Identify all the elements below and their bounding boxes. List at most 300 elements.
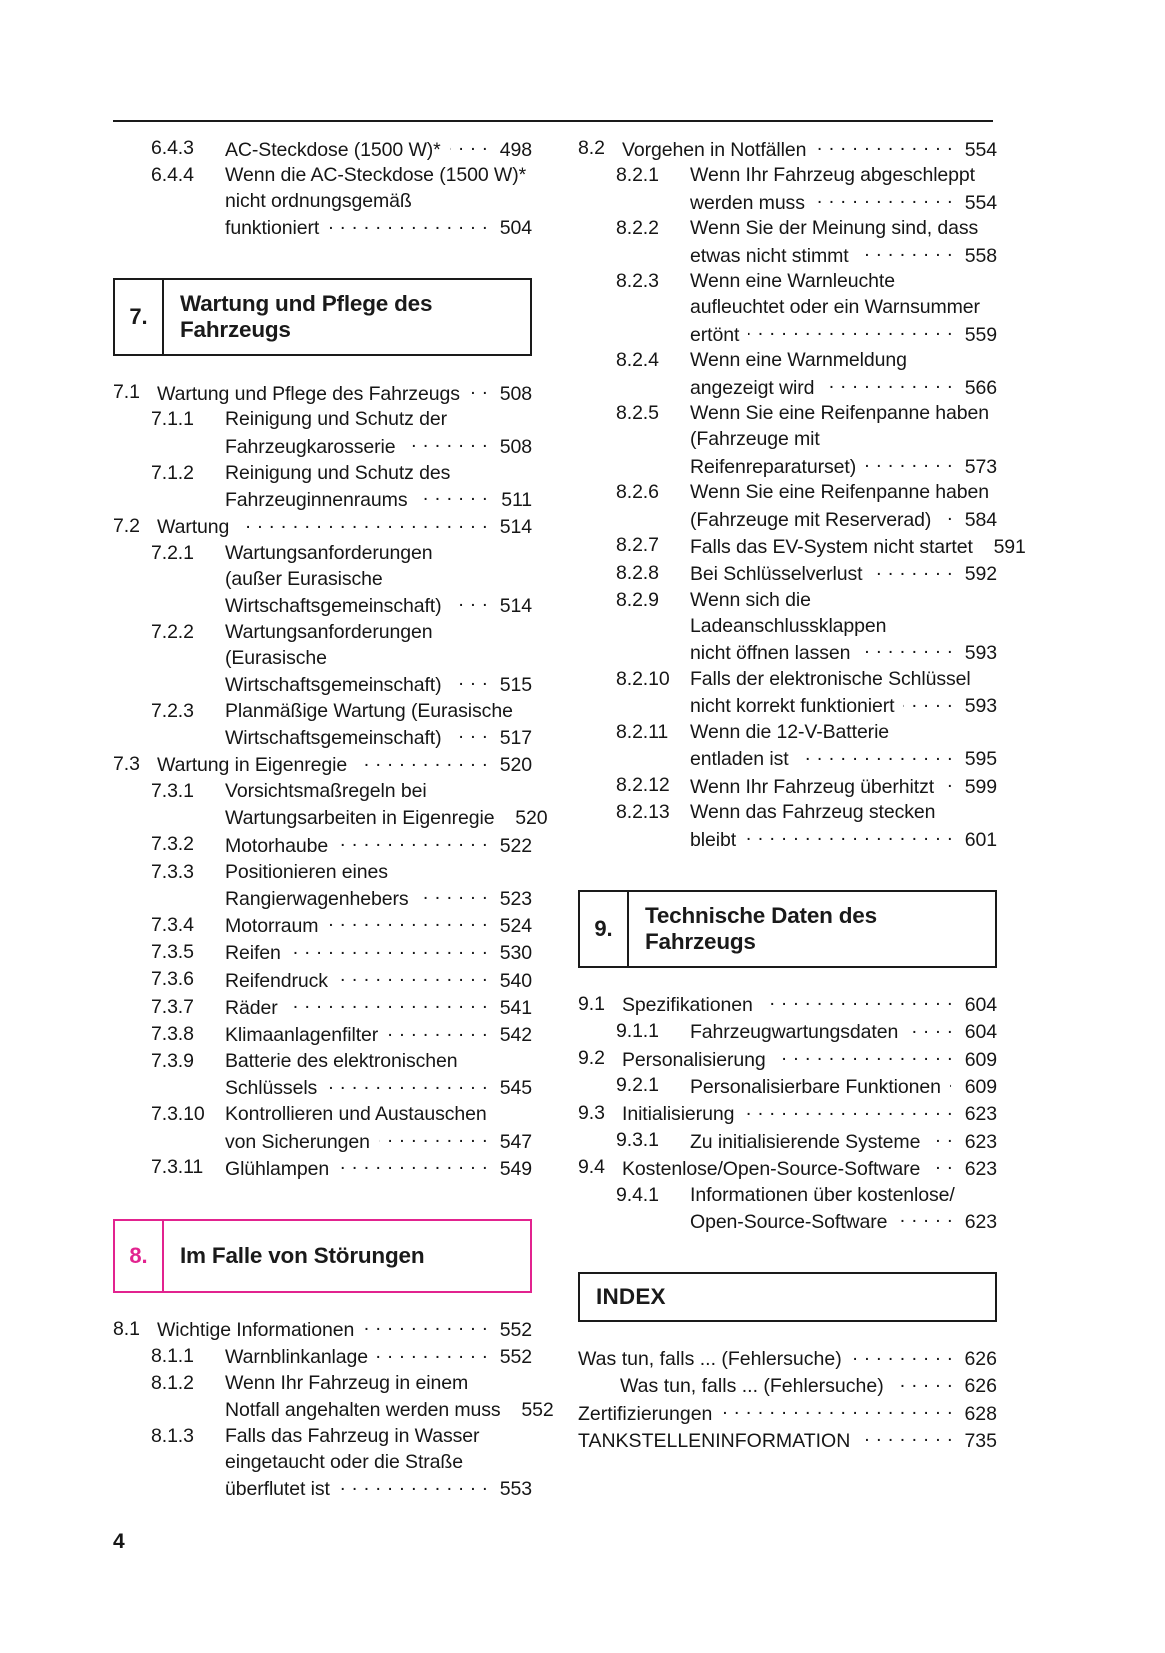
toc-entry-body [225,1155,532,1182]
toc-entry-lastline [690,453,997,480]
toc-entry-number: 7.3.3 [151,860,194,883]
toc-entry[interactable] [578,800,997,853]
dot-leader [903,693,953,713]
toc-entry-number: 7.3.1 [151,780,194,803]
dot-leader [356,752,488,772]
toc-entry-page: 623 [964,1130,997,1153]
toc-entry[interactable] [113,967,532,994]
toc-entry-page: 522 [499,834,532,857]
toc-entry-lastline [225,1155,532,1182]
toc-entry-number: 8.2.4 [616,349,659,372]
toc-entry-number: 7.1.2 [151,461,194,484]
toc-entry-line: nicht ordnungsgemäß [225,190,412,213]
dot-leader [823,374,953,394]
toc-entry[interactable] [113,940,532,967]
toc-entry-page: 541 [499,997,532,1020]
toc-entry-number: 8.2.9 [616,589,659,612]
two-column-layout [113,136,1026,1503]
index-entry-page: 626 [964,1348,997,1371]
toc-entry-body [690,1073,997,1100]
dot-leader [338,1155,488,1175]
toc-entry-body [690,269,997,348]
toc-entry-lastline [157,514,532,541]
toc-entry-body [225,1022,532,1049]
toc-entry-body [157,380,532,407]
toc-entry[interactable] [113,699,532,752]
toc-entry-title: Vorgehen in Notfällen [622,138,807,161]
toc-entry[interactable] [578,773,997,800]
toc-entry[interactable] [113,1424,532,1503]
dot-leader [287,995,488,1015]
toc-entry-lastline [690,189,997,216]
index-entry-title: TANKSTELLENINFORMATION [578,1430,851,1453]
toc-entry[interactable] [578,1073,997,1100]
toc-entry-title: etwas nicht stimmt [690,244,849,267]
toc-entry-line: Falls der elektronische Schlüssel [690,667,971,690]
toc-entry-lastline [225,1075,532,1102]
toc-entry-line: eingetaucht oder die Straße [225,1451,463,1474]
toc-entry-page: 540 [499,969,532,992]
toc-entry-line: Kontrollieren und Austauschen [225,1103,487,1126]
toc-entry-line: aufleuchtet oder ein Warnsummer [690,296,980,319]
dot-leader [450,136,488,156]
toc-entry[interactable] [578,163,997,216]
toc-entry-lastline [225,1128,532,1155]
toc-entry-line: Informationen über kostenlose/ [690,1183,955,1206]
toc-entry-body [225,461,532,514]
toc-entry-body [225,1371,554,1424]
toc-entry[interactable] [578,348,997,401]
dot-leader [858,242,953,262]
toc-entry-line: Reinigung und Schutz der [225,408,448,431]
dot-leader [339,1476,488,1496]
toc-entry[interactable] [113,1317,532,1344]
toc-entry-line: Falls das Fahrzeug in Wasser [225,1425,480,1448]
dot-leader [748,321,953,341]
toc-entry-number: 7.1.1 [151,408,194,431]
dot-leader [893,1373,953,1393]
toc-entry[interactable] [113,1344,532,1371]
toc-entry[interactable] [113,136,532,163]
dot-leader [379,1128,488,1148]
toc-entry-body [225,940,532,967]
toc-entry-title: Wenn Ihr Fahrzeug überhitzt [690,775,935,798]
toc-entry-lastline [690,1073,997,1100]
toc-entry-number: 8.1.1 [151,1344,194,1367]
dot-leader [929,1155,953,1175]
toc-entry-line: Wenn Sie eine Reifenpanne haben [690,402,990,425]
page-folio: 4 [113,1530,125,1553]
toc-entry-body [225,1102,532,1155]
spacer [113,1293,532,1317]
dot-leader [907,1019,953,1039]
toc-entry[interactable] [578,1101,997,1128]
toc-entry-lastline [225,593,532,620]
index-entries [578,1346,997,1455]
toc-entry[interactable] [113,1371,554,1424]
toc-entry-line: Wenn die AC-Steckdose (1500 W)* [225,164,527,187]
toc-entry-body [690,588,997,667]
toc-entry-body [622,1155,997,1182]
toc-entry-page: 591 [993,535,1026,558]
spacer [578,1322,997,1346]
toc-entry-title: (Fahrzeuge mit Reserverad) [690,508,932,531]
toc-entry[interactable] [578,561,997,588]
toc-entry-lastline [690,533,1026,560]
toc-entry[interactable] [578,401,997,480]
dot-leader [859,1428,953,1448]
toc-entry-body [622,136,997,163]
toc-entry-page: 498 [499,138,532,161]
toc-entry-body [157,1317,532,1344]
toc-entry-page: 609 [964,1048,997,1071]
dot-leader [327,913,488,933]
toc-entry-body [690,348,997,401]
dot-leader [337,832,488,852]
toc-entry[interactable] [578,1183,997,1236]
toc-entry-title: Bei Schlüsselverlust [690,563,863,586]
toc-entry-line: Wenn eine Warnmeldung [690,349,907,372]
toc-entry[interactable] [578,588,997,667]
toc-entry[interactable] [578,1155,997,1182]
toc-entry-number: 7.3.6 [151,968,194,991]
toc-entry-lastline [690,640,997,667]
toc-entry-title: überflutet ist [225,1478,330,1501]
toc-entry-number: 9.2.1 [616,1074,659,1097]
toc-entry-number: 8.2.6 [616,481,659,504]
chapter-title-9: Technische Daten des Fahrzeugs [645,902,877,954]
toc-entry-line: Wenn eine Warnleuchte [690,270,895,293]
chapter-box-7[interactable] [113,278,532,356]
toc-entry-number: 7.3.7 [151,995,194,1018]
chapter-box-9[interactable] [578,890,997,968]
toc-entry-number: 8.2.3 [616,270,659,293]
toc-entry-line: Wenn die 12-V-Batterie [690,721,890,744]
index-entry-title: Was tun, falls ... (Fehlersuche) [578,1348,842,1371]
toc-entry-title: Open-Source-Software [690,1210,888,1233]
toc-entry[interactable] [578,533,1026,560]
dot-leader [238,514,488,534]
toc-entry-line: Wenn das Fahrzeug stecken [690,801,936,824]
toc-entry-number: 8.1.2 [151,1372,194,1395]
dot-leader [377,1344,488,1364]
toc-group-9 [578,992,997,1236]
toc-entry-lastline [690,1208,997,1235]
toc-entry-title: Wichtige Informationen [157,1319,355,1342]
toc-entry[interactable] [578,269,997,348]
index-title: INDEX [596,1283,666,1309]
toc-entry-body [690,720,997,773]
toc-entry[interactable] [113,407,532,460]
index-entry-title: Was tun, falls ... (Fehlersuche) [620,1375,884,1398]
toc-entry-number: 7.3.10 [151,1103,205,1126]
toc-entry[interactable] [578,1019,997,1046]
toc-entry-page: 514 [499,516,532,539]
index-entry[interactable] [578,1428,997,1455]
toc-entry-line: Positionieren eines [225,860,388,883]
toc-entry[interactable] [113,913,532,940]
toc-entry[interactable] [113,1022,532,1049]
toc-entry-lastline [690,506,997,533]
toc-entry-page: 554 [964,138,997,161]
toc-entry[interactable] [578,1128,997,1155]
toc-entry-title: Rangierwagenhebers [225,887,409,910]
toc-entry-body [690,800,997,853]
toc-entry-lastline [690,242,997,269]
toc-entry-line: Wenn sich die Ladeanschlussklappen [690,589,887,637]
toc-entry-number: 8.2.13 [616,801,670,824]
toc-entry-number: 6.4.3 [151,137,194,159]
toc-entry-number: 6.4.4 [151,164,194,187]
toc-entry-page: 508 [499,382,532,405]
chapter-number-8: 8. [115,1221,164,1291]
toc-entry[interactable] [578,992,997,1019]
toc-entry-number: 8.2 [578,137,605,159]
toc-entry-title: Falls das EV-System nicht startet [690,535,973,558]
toc-entry-lastline [225,486,532,513]
toc-entry-title: Räder [225,997,278,1020]
dot-leader [943,773,953,793]
toc-entry-title: Spezifikationen [622,994,753,1017]
toc-entry-number: 8.2.12 [616,774,670,797]
toc-entry-title: Wartungsarbeiten in Eigenregie [225,807,495,830]
toc-entry-lastline [225,1397,554,1424]
index-box[interactable] [578,1272,997,1322]
spacer [113,242,532,278]
toc-entry-number: 7.3.4 [151,913,194,936]
toc-entry-number: 8.2.2 [616,217,659,240]
toc-entry-lastline [690,826,997,853]
toc-entry[interactable] [113,832,532,859]
toc-entry-title: werden muss [690,191,805,214]
toc-entry-title: Wartung in Eigenregie [157,754,348,777]
toc-entry[interactable] [113,163,532,242]
toc-entry[interactable] [113,461,532,514]
index-entry-page: 628 [964,1402,997,1425]
spacer [113,1183,532,1219]
toc-entry-number: 9.2 [578,1047,605,1070]
toc-group-7 [113,380,548,1182]
dot-leader [950,1073,953,1093]
toc-entry-lastline [225,995,532,1022]
index-entry-page: 626 [964,1375,997,1398]
toc-entry-body [690,401,997,480]
toc-entry-title: Reifenreparaturset) [690,455,857,478]
toc-entry-line: (außer Eurasische [225,567,383,590]
toc-entry-page: 584 [964,508,997,531]
toc-entry-title: angezeigt wird [690,376,815,399]
toc-entry[interactable] [113,1049,532,1102]
toc-entry-number: 9.4 [578,1156,605,1179]
toc-entry-body [225,913,532,940]
toc-entry-page: 604 [964,1021,997,1044]
toc-entry-title: Zu initialisierende Systeme [690,1130,921,1153]
toc-entry[interactable] [578,720,997,773]
chapter-box-8[interactable] [113,1219,532,1293]
dot-leader [451,593,489,613]
toc-entry-title: Reifendruck [225,969,328,992]
toc-entry-page: 524 [499,915,532,938]
toc-entry-body [690,163,997,216]
toc-entry-page: 549 [499,1157,532,1180]
toc-entry-number: 7.2.3 [151,699,194,722]
toc-entry-lastline [690,746,997,773]
toc-entry-title: Fahrzeugwartungsdaten [690,1021,899,1044]
toc-entry-page: 595 [964,748,997,771]
spacer [578,854,997,890]
toc-entry[interactable] [113,995,532,1022]
toc-entry[interactable] [113,1155,532,1182]
toc-entry-number: 8.2.10 [616,667,670,690]
toc-entry-number: 8.2.11 [616,721,669,744]
left-column [113,136,554,1503]
chapter-title-7: Wartung und Pflege des Fahrzeugs [180,291,433,343]
index-entry-page: 735 [964,1430,997,1453]
toc-group-6 [113,136,532,242]
toc-entry-line: (Eurasische [225,646,327,669]
toc-entry-lastline [157,380,532,407]
toc-entry-page: 609 [964,1075,997,1098]
toc-entry-title: Initialisierung [622,1103,735,1126]
toc-entry-line: Wenn Ihr Fahrzeug abgeschleppt [690,164,975,187]
toc-entry-line: Vorsichtsmaßregeln bei [225,780,427,803]
dot-leader [326,1075,488,1095]
toc-entry-body [225,541,532,620]
toc-entry-page: 508 [499,435,532,458]
toc-entry-lastline [690,561,997,588]
toc-entry-lastline [225,671,532,698]
toc-entry[interactable] [578,216,997,269]
toc-entry-page: 523 [499,887,532,910]
toc-entry-title: Notfall angehalten werden muss [225,1399,501,1422]
toc-entry-body [690,561,997,588]
dot-leader [418,885,488,905]
toc-entry-body [225,1344,532,1371]
toc-entry-page: 593 [964,695,997,718]
toc-entry-number: 9.3.1 [616,1129,659,1151]
toc-entry-title: AC-Steckdose (1500 W)* [225,138,441,161]
index-entry[interactable] [578,1400,997,1427]
toc-entry-body [690,1128,997,1155]
toc-entry[interactable] [113,860,532,913]
toc-entry-lastline [225,433,532,460]
toc-entry-title: Kostenlose/Open-Source-Software [622,1157,921,1180]
dot-leader [451,671,489,691]
toc-entry-page: 558 [964,244,997,267]
toc-entry-lastline [225,1022,532,1049]
toc-entry-lastline [622,1155,997,1182]
toc-entry-lastline [690,773,997,800]
toc-entry-line: Planmäßige Wartung (Eurasische [225,699,513,722]
toc-entry[interactable] [578,136,997,163]
toc-entry[interactable] [578,1046,997,1073]
toc-entry-number: 7.2 [113,514,140,537]
toc-entry[interactable] [113,541,532,620]
toc-entry-page: 593 [964,642,997,665]
toc-entry-line: Wenn Ihr Fahrzeug in einem [225,1372,469,1395]
toc-entry-lastline [225,1344,532,1371]
toc-entry-body [690,533,1026,560]
toc-entry-title: Reifen [225,942,281,965]
toc-entry-title: Wirtschaftsgemeinschaft) [225,673,442,696]
right-column [578,136,1026,1503]
toc-entry-number: 7.2.1 [151,541,194,564]
toc-entry-number: 8.1.3 [151,1425,194,1448]
toc-entry-lastline [225,725,532,752]
toc-entry-title: Personalisierung [622,1048,766,1071]
toc-entry-body [690,667,997,720]
toc-entry-lastline [157,752,532,779]
toc-entry-body [690,480,997,533]
toc-entry-lastline [225,1476,532,1503]
toc-entry-number: 8.2.8 [616,561,659,584]
toc-entry-title: ertönt [690,323,740,346]
toc-entry-number: 7.3.2 [151,833,194,856]
dot-leader [929,1128,953,1148]
dot-leader [872,561,954,581]
dot-leader [451,725,489,745]
toc-entry-lastline [622,1046,997,1073]
toc-entry[interactable] [113,380,532,407]
toc-entry[interactable] [113,514,532,541]
toc-entry-title: Wartung [157,516,230,539]
toc-entry-page: 623 [964,1103,997,1126]
toc-entry-number: 7.3.8 [151,1022,194,1045]
toc-entry-lastline [690,374,997,401]
toc-entry[interactable] [113,779,548,832]
dot-leader [815,136,953,156]
toc-entry-page: 520 [499,754,532,777]
dot-leader [798,746,953,766]
toc-entry-page: 552 [521,1399,554,1422]
toc-group-8-left [113,1317,554,1504]
toc-entry-page: 573 [964,455,997,478]
toc-entry-page: 511 [501,488,532,511]
index-entry[interactable] [578,1346,997,1373]
chapter-number-9: 9. [580,892,629,966]
toc-entry-lastline [690,693,997,720]
toc-entry-title: funktioniert [225,217,320,240]
toc-entry-title: Schlüssels [225,1077,318,1100]
toc-entry[interactable] [578,480,997,533]
toc-entry[interactable] [113,752,532,779]
spacer [578,1236,997,1272]
toc-entry-number: 8.1 [113,1317,140,1340]
toc-entry-title: Klimaanlagenfilter [225,1024,379,1047]
toc-entry[interactable] [113,1102,532,1155]
toc-entry-body [225,136,532,163]
toc-entry[interactable] [113,620,532,699]
toc-entry-title: Motorraum [225,915,319,938]
toc-entry-page: 566 [964,376,997,399]
toc-entry-lastline [225,885,532,912]
index-entry[interactable] [578,1373,997,1400]
toc-entry-lastline [622,136,997,163]
toc-entry-title: Personalisierbare Funktionen [690,1075,941,1098]
toc-entry-page: 552 [499,1346,532,1369]
toc-entry[interactable] [578,667,997,720]
toc-entry-lastline [690,321,997,348]
toc-entry-number: 7.3.5 [151,940,194,963]
toc-entry-line: (Fahrzeuge mit [690,428,820,451]
dot-leader [859,640,953,660]
dot-leader [469,380,488,400]
toc-entry-title: nicht korrekt funktioniert [690,695,895,718]
toc-entry-lastline [225,215,532,242]
toc-entry-page: 623 [964,1210,997,1233]
toc-entry-page: 520 [515,807,548,830]
toc-entry-number: 7.1 [113,381,140,404]
